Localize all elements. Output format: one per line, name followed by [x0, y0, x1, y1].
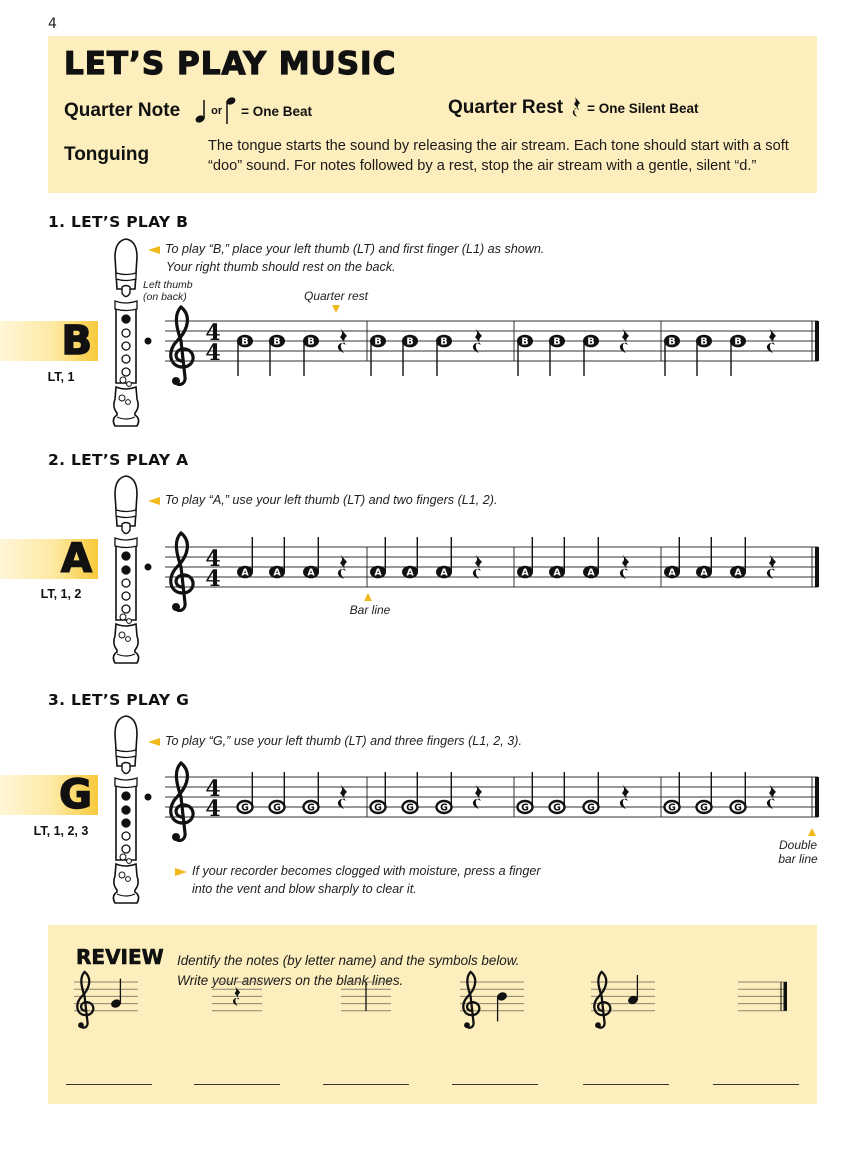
svg-text:B: B — [521, 336, 529, 348]
pointer-arrow-icon — [148, 246, 160, 254]
double-bar-line-annotation — [768, 828, 828, 866]
moisture-tip-line1: If your recorder becomes clogged with moisture, press a finger — [192, 864, 541, 878]
fingering-g: LT, 1, 2, 3 — [33, 824, 89, 838]
svg-text:G: G — [700, 802, 708, 814]
svg-text:B: B — [668, 336, 676, 348]
svg-text:A: A — [700, 567, 708, 579]
staff-a — [140, 522, 824, 612]
quarter-note-stem-down-icon — [225, 96, 237, 126]
svg-text:G: G — [734, 802, 742, 814]
review-symbol-double-bar-line — [713, 970, 803, 1040]
review-instruction-line2: Write your answers on the blank lines. — [177, 973, 404, 988]
svg-text:A: A — [307, 567, 315, 579]
svg-text:B: B — [700, 336, 708, 348]
answer-blank-4[interactable] — [452, 1084, 538, 1085]
review-item-5 — [583, 970, 673, 1085]
moisture-tip — [175, 862, 541, 898]
instruction-b-line2: Your right thumb should rest on the back. — [166, 260, 396, 274]
svg-text:G: G — [521, 802, 529, 814]
svg-text:A: A — [668, 567, 676, 579]
instruction-g — [148, 732, 522, 750]
svg-text:A: A — [440, 567, 448, 579]
review-symbol-quarter-rest — [194, 970, 284, 1040]
instruction-b — [148, 240, 544, 276]
pointer-arrow-icon — [175, 868, 187, 876]
review-symbol-treble-note-a — [583, 970, 673, 1040]
svg-text:B: B — [440, 336, 448, 348]
staff-b — [140, 296, 824, 386]
note-badge-b — [0, 318, 98, 364]
review-symbol-bar-line — [323, 970, 413, 1040]
staff-g — [140, 752, 824, 842]
left-thumb-line1: Left thumb — [143, 279, 193, 291]
svg-text:B: B — [374, 336, 382, 348]
svg-text:G: G — [553, 802, 561, 814]
double-bar-annotation-line2: bar line — [778, 852, 818, 866]
svg-text:B: B — [406, 336, 414, 348]
svg-text:G: G — [587, 802, 595, 814]
instruction-a — [148, 491, 497, 509]
svg-text:A: A — [241, 567, 249, 579]
svg-text:B: B — [241, 336, 249, 348]
review-instruction-line1: Identify the notes (by letter name) and the symbols below. — [177, 953, 520, 968]
svg-text:B: B — [587, 336, 595, 348]
recorder-g-illustration — [108, 714, 144, 906]
quarter-note-label: Quarter Note — [64, 100, 181, 121]
svg-text:4: 4 — [205, 566, 221, 592]
answer-blank-2[interactable] — [194, 1084, 280, 1085]
svg-text:A: A — [374, 567, 382, 579]
answer-blank-3[interactable] — [323, 1084, 409, 1085]
answer-blank-5[interactable] — [583, 1084, 669, 1085]
intro-panel — [48, 36, 817, 193]
instruction-g-line1: To play “G,” use your left thumb (LT) and three fingers (L1, 2, 3). — [165, 734, 522, 748]
or-text: or — [211, 105, 223, 117]
left-thumb-line2: (on back) — [143, 291, 187, 303]
quarter-rest-icon — [571, 96, 583, 120]
svg-text:A: A — [521, 567, 529, 579]
svg-text:G: G — [273, 802, 281, 814]
pointer-arrow-icon — [148, 738, 160, 746]
section-title-b: 1. LET’S PLAY B — [48, 213, 189, 231]
review-item-4 — [452, 970, 542, 1085]
tonguing-description: The tongue starts the sound by releasing the air stream. Each tone should start with a soft “doo” sound. For notes followed by a rest, stop the air stream with a gentle, silent “d.” — [208, 138, 789, 174]
review-panel — [48, 925, 817, 1104]
tonguing-label: Tonguing — [64, 144, 150, 165]
one-silent-beat-text: = One Silent Beat — [587, 100, 699, 116]
svg-text:4: 4 — [205, 340, 221, 366]
quarter-rest-annotation-text: Quarter rest — [303, 289, 369, 303]
svg-text:A: A — [273, 567, 281, 579]
svg-text:B: B — [273, 336, 281, 348]
svg-text:4: 4 — [205, 776, 221, 802]
svg-text:B: B — [307, 336, 315, 348]
instruction-a-line1: To play “A,” use your left thumb (LT) and two fingers (L1, 2). — [165, 493, 498, 507]
recorder-a-illustration — [108, 474, 144, 666]
note-letter-a: A — [61, 536, 92, 582]
svg-text:G: G — [241, 802, 249, 814]
section-title-a: 2. LET’S PLAY A — [48, 451, 189, 469]
quarter-note-stem-up-icon — [194, 98, 208, 124]
svg-text:4: 4 — [205, 320, 221, 346]
svg-text:G: G — [307, 802, 315, 814]
note-letter-b: B — [61, 318, 92, 364]
answer-blank-6[interactable] — [713, 1084, 799, 1085]
svg-text:4: 4 — [205, 796, 221, 822]
review-item-3 — [323, 970, 413, 1085]
fingering-a: LT, 1, 2 — [40, 587, 82, 601]
svg-text:G: G — [406, 802, 414, 814]
review-symbol-treble-note-g — [66, 970, 156, 1040]
svg-text:G: G — [440, 802, 448, 814]
bar-line-annotation-text: Bar line — [349, 603, 391, 617]
instruction-b-line1: To play “B,” place your left thumb (LT) and first finger (L1) as shown. — [165, 242, 545, 256]
svg-text:4: 4 — [205, 546, 221, 572]
svg-text:B: B — [734, 336, 742, 348]
svg-text:G: G — [374, 802, 382, 814]
svg-text:A: A — [734, 567, 742, 579]
review-item-2 — [194, 970, 284, 1085]
svg-text:G: G — [668, 802, 676, 814]
svg-text:A: A — [587, 567, 595, 579]
one-beat-text: = One Beat — [241, 103, 313, 119]
answer-blank-1[interactable] — [66, 1084, 152, 1085]
pointer-up-icon — [808, 828, 816, 836]
svg-text:B: B — [553, 336, 561, 348]
page-number: 4 — [48, 16, 57, 32]
review-title: REVIEW — [76, 945, 164, 969]
quarter-note-definition — [64, 96, 312, 126]
section-title-g: 3. LET’S PLAY G — [48, 691, 190, 709]
quarter-rest-definition — [448, 96, 699, 120]
review-item-6 — [713, 970, 803, 1085]
recorder-b-illustration — [108, 237, 144, 429]
review-item-1 — [66, 970, 156, 1085]
quarter-rest-label: Quarter Rest — [448, 97, 564, 118]
fingering-b: LT, 1 — [47, 370, 75, 384]
double-bar-annotation-line1: Double — [778, 838, 818, 852]
note-badge-g — [0, 772, 98, 818]
pointer-arrow-icon — [148, 497, 160, 505]
page-title: LET’S PLAY MUSIC — [64, 46, 397, 82]
note-badge-a — [0, 536, 98, 582]
note-letter-g: G — [59, 772, 92, 818]
svg-text:A: A — [406, 567, 414, 579]
svg-text:A: A — [553, 567, 561, 579]
moisture-tip-line2: into the vent and blow sharply to clear it. — [192, 882, 417, 896]
review-symbol-treble-note-b — [452, 970, 542, 1040]
